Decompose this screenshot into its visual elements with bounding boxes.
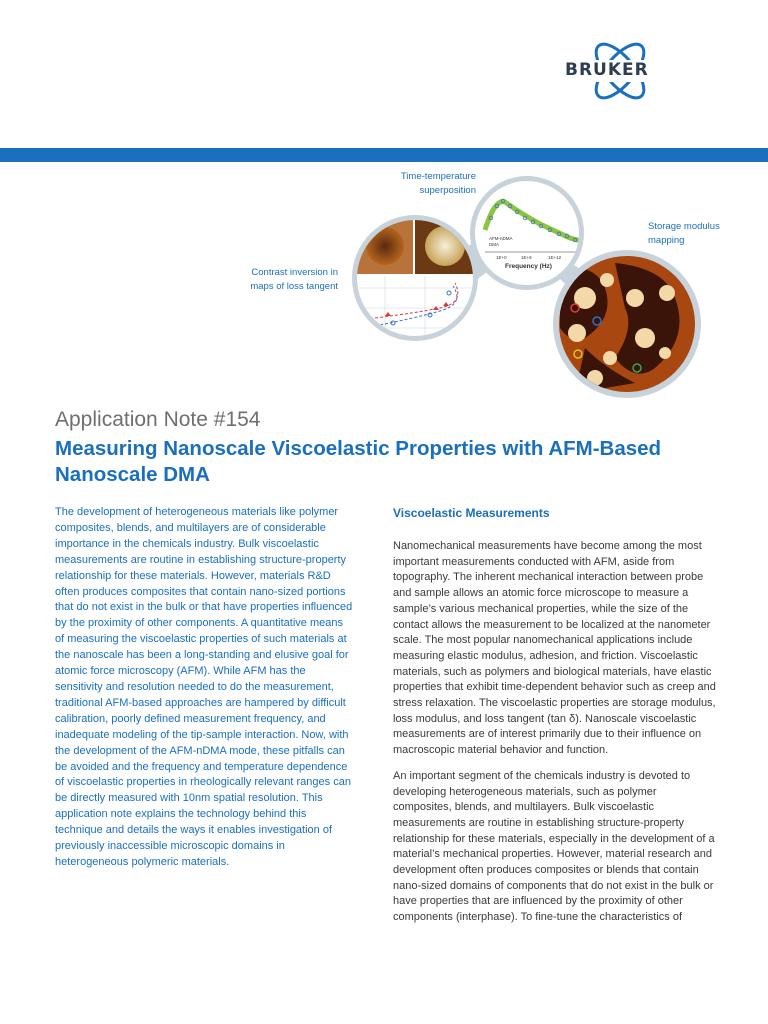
right-column [393, 506, 718, 936]
document-title: Measuring Nanoscale Viscoelastic Properties with AFM-Based Nanoscale DMA [55, 437, 662, 486]
body-paragraph-1: Nanomechanical measurements have become among the most important measurements conducted with AFM, aside from topography. The inherent mechanical interaction between probe and sample allows an atomic force microscope to measure a sample’s various mechanical properties, while the size of the contact allows the measurement to be localized at the nanometer scale. The most popular nanomechanical applications include measuring elastic modulus, adhesion, and friction. Viscoelastic materials, such as polymers and biological materials, have elastic properties that exhibit time-dependent behavior such as creep and stress relaxation. The viscoelastic properties are storage modulus, loss modulus, and loss tangent (tan δ). Nanoscale viscoelastic measurements are of interest primarily due to their influence on macroscopic material behavior and function. [393, 540, 716, 757]
body-paragraph-2: An important segment of the chemicals industry is devoted to developing heterogeneous materials, such as polymer composites, blends, and multilayers. Bulk viscoelastic measurements are routine in establishing structure-property relationship for these materials, especially in the development of a material’s mechanical properties. However, material research and development often produces composites or blends that contain nano-sized domains of components that do not exist in the bulk or have properties that are influenced by the proximity of other components (interphase). To fine-tune the characteristics of [393, 769, 715, 924]
application-note-number: Application Note #154 [55, 408, 261, 431]
header-band [0, 148, 768, 162]
intro-paragraph: The development of heterogeneous materials like polymer composites, blends, and multilayers are of considerable importance in the chemicals industry. Bulk viscoelastic measurements are routine in establishing structure-property relationship for these materials. However, materials R&D often produces composites that contain nano-sized portions that do not exist in the bulk or that have properties influenced by the proximity of other components. A quantitative means of measuring the viscoelastic properties of such materials at the nanoscale has been a long-standing and elusive goal for atomic force microscopy (AFM). While AFM has the sensitivity and resolution needed to do the measurement, traditional AFM-based approaches are hampered by difficult calibration, poorly defined measurement frequency, and inadequate modeling of the tip-sample interaction. Now, with the development of the AFM-nDMA mode, these pitfalls can be avoided and the frequency and temperature dependence of viscoelastic properties in rheologically relevant ranges can be directly measured with 10nm spatial resolution. This application note explains the technology behind this technique and details the ways it enables investigation of previously inaccessible microscopic domains in heterogeneous polymeric materials. [55, 506, 353, 868]
inset-x-label: Frequency (Hz) [505, 263, 552, 270]
callout-time-temperature: Time-temperature superposition [400, 171, 476, 196]
inset-legend-afm: AFM-nDMA [489, 236, 513, 241]
header-graphic [345, 168, 705, 400]
callout-storage-modulus: Storage modulus mapping [648, 221, 720, 246]
inset-tick-1: 1E+6 [521, 255, 532, 260]
inset-tick-2: 1E+12 [548, 255, 562, 260]
callout-contrast-inversion: Contrast inversion in maps of loss tangent [250, 267, 338, 292]
brand-name: BRUKER [565, 60, 649, 80]
inset-legend-dma: DMA [489, 242, 499, 247]
inset-tick-0: 1E+0 [496, 255, 507, 260]
section-heading: Viscoelastic Measurements [393, 506, 550, 520]
